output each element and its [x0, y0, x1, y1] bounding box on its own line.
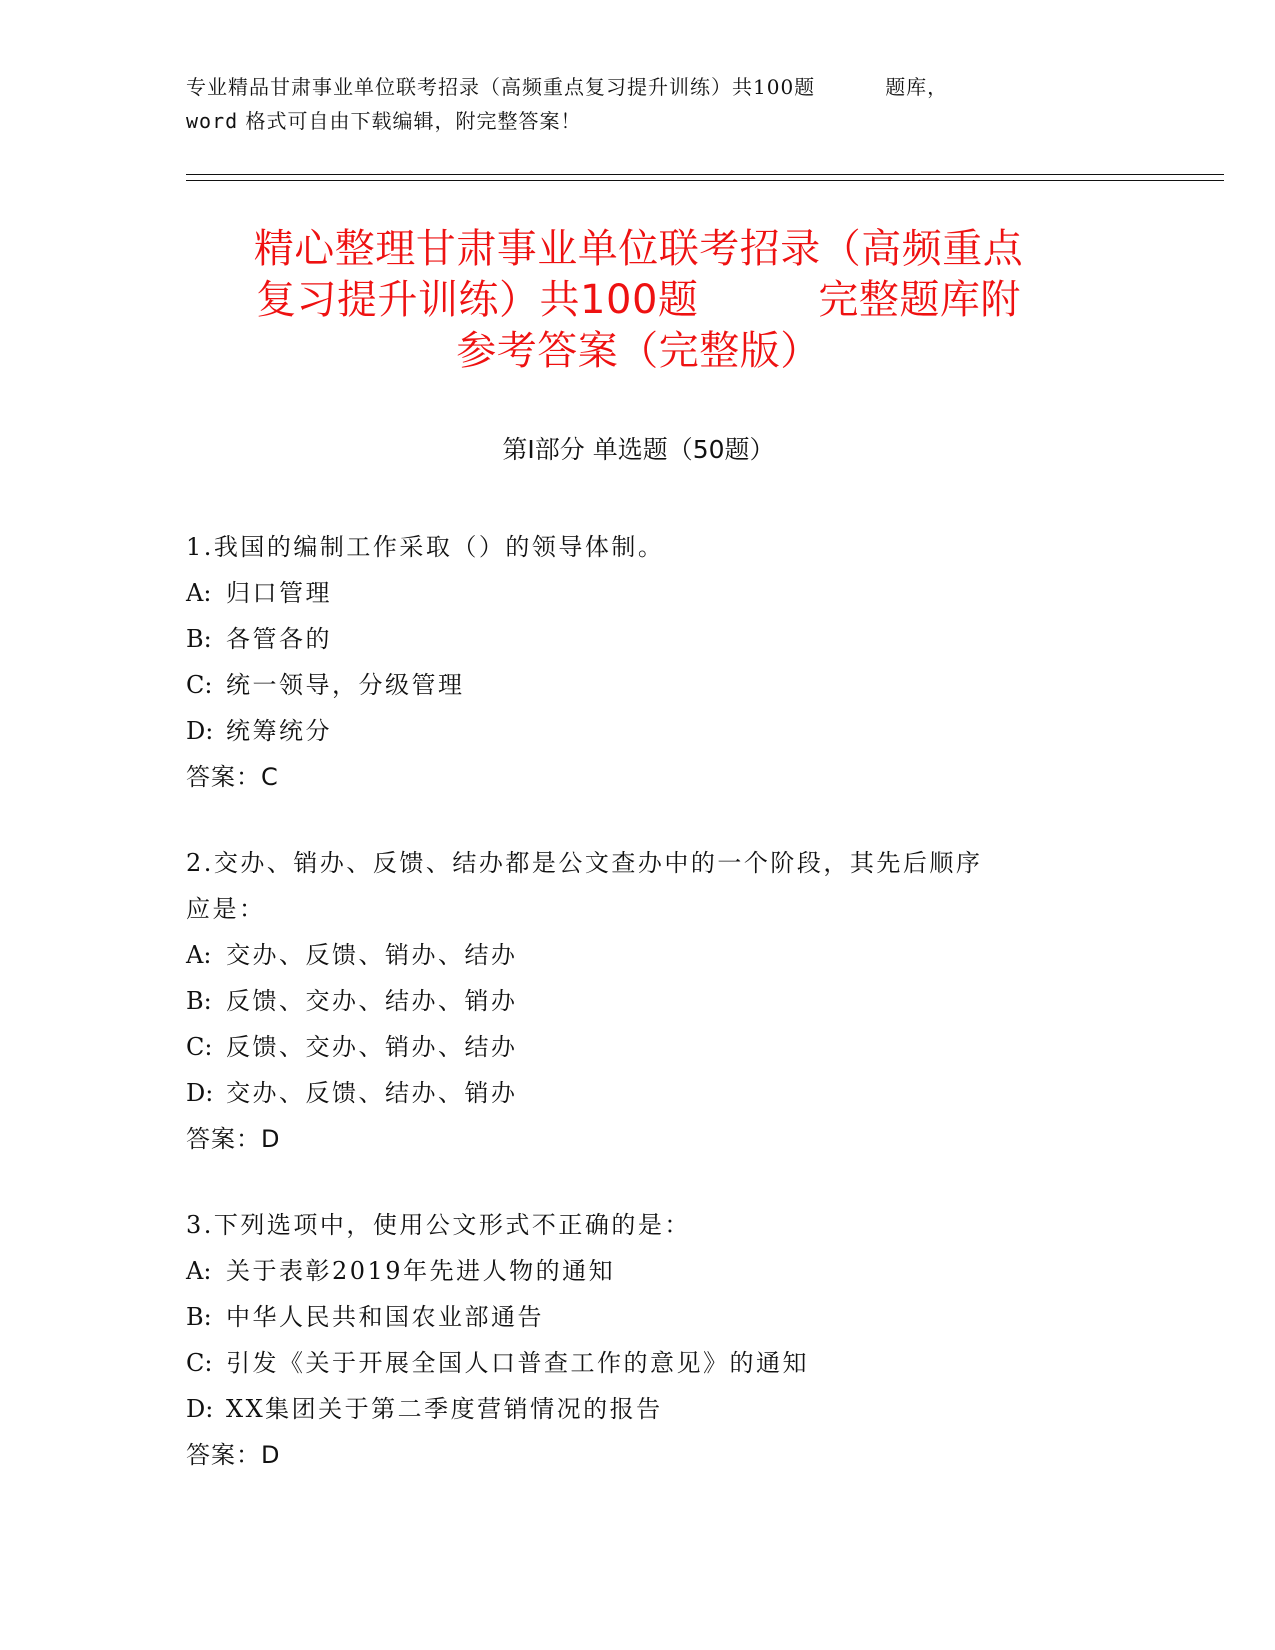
option-text: 引发《关于开展全国人口普查工作的意见》的通知	[226, 1349, 809, 1377]
question-option	[186, 570, 1086, 616]
title-line-2-left: 复习提升训练）共100题	[256, 277, 699, 323]
header-format-text: 格式可自由下载编辑，附完整答案！	[245, 109, 582, 133]
question-option	[186, 1386, 1086, 1432]
question-stem: 1.我国的编制工作采取（）的领导体制。	[186, 533, 665, 561]
question-option	[186, 1070, 1086, 1116]
option-letter: D:	[186, 717, 214, 745]
question-answer: 答案：C	[186, 763, 279, 791]
page-header	[186, 70, 1091, 138]
question-option	[186, 1248, 1086, 1294]
option-letter: C:	[186, 1033, 213, 1061]
option-text: 归口管理	[226, 579, 332, 607]
header-divider-top	[186, 174, 1224, 175]
option-text: 统一领导，分级管理	[226, 671, 465, 699]
header-title-text: 专业精品甘肃事业单位联考招录（高频重点复习提升训练）共100题	[186, 75, 816, 99]
header-divider-bottom	[186, 180, 1224, 181]
option-letter: C:	[186, 671, 213, 699]
option-text: 关于表彰2019年先进人物的通知	[226, 1257, 616, 1285]
question-list	[186, 524, 1086, 1518]
option-letter: A:	[186, 941, 212, 969]
question-answer: 答案：D	[186, 1441, 281, 1469]
question-option	[186, 1024, 1086, 1070]
question-option	[186, 1294, 1086, 1340]
option-text: 中华人民共和国农业部通告	[226, 1303, 544, 1331]
option-letter: A:	[186, 1257, 212, 1285]
header-word-text: word	[186, 109, 239, 133]
title-line-2	[186, 275, 1091, 326]
option-text: 反馈、交办、销办、结办	[226, 1033, 518, 1061]
option-letter: C:	[186, 1349, 213, 1377]
title-line-2-right: 完整题库附	[818, 277, 1021, 323]
option-text: 交办、反馈、销办、结办	[226, 941, 518, 969]
question-stem: 2.交办、销办、反馈、结办都是公文查办中的一个阶段，其先后顺序	[186, 849, 983, 877]
option-letter: B:	[186, 625, 212, 653]
option-text: XX集团关于第二季度营销情况的报告	[226, 1395, 663, 1423]
question-option	[186, 662, 1086, 708]
option-text: 交办、反馈、结办、销办	[226, 1079, 518, 1107]
question-option	[186, 708, 1086, 754]
option-letter: A:	[186, 579, 212, 607]
question-stem: 应是：	[186, 895, 266, 923]
question-item	[186, 1202, 1086, 1478]
header-line-1	[186, 70, 1091, 104]
option-text: 反馈、交办、结办、销办	[226, 987, 518, 1015]
option-letter: B:	[186, 987, 212, 1015]
section-heading: 第Ⅰ部分 单选题（50题）	[502, 435, 775, 464]
option-text: 各管各的	[226, 625, 332, 653]
option-letter: D:	[186, 1079, 214, 1107]
question-option	[186, 1340, 1086, 1386]
document-title	[186, 224, 1091, 377]
title-line-1: 精心整理甘肃事业单位联考招录（高频重点	[253, 226, 1024, 272]
question-option	[186, 616, 1086, 662]
question-item	[186, 524, 1086, 800]
question-option	[186, 932, 1086, 978]
header-line-2	[186, 104, 1091, 138]
question-stem: 3.下列选项中，使用公文形式不正确的是：	[186, 1211, 691, 1239]
title-line-3: 参考答案（完整版）	[456, 328, 821, 374]
option-text: 统筹统分	[226, 717, 332, 745]
question-item	[186, 840, 1086, 1162]
question-option	[186, 978, 1086, 1024]
option-letter: D:	[186, 1395, 214, 1423]
question-answer: 答案：D	[186, 1125, 281, 1153]
option-letter: B:	[186, 1303, 212, 1331]
header-title-suffix: 题库，	[885, 75, 949, 99]
